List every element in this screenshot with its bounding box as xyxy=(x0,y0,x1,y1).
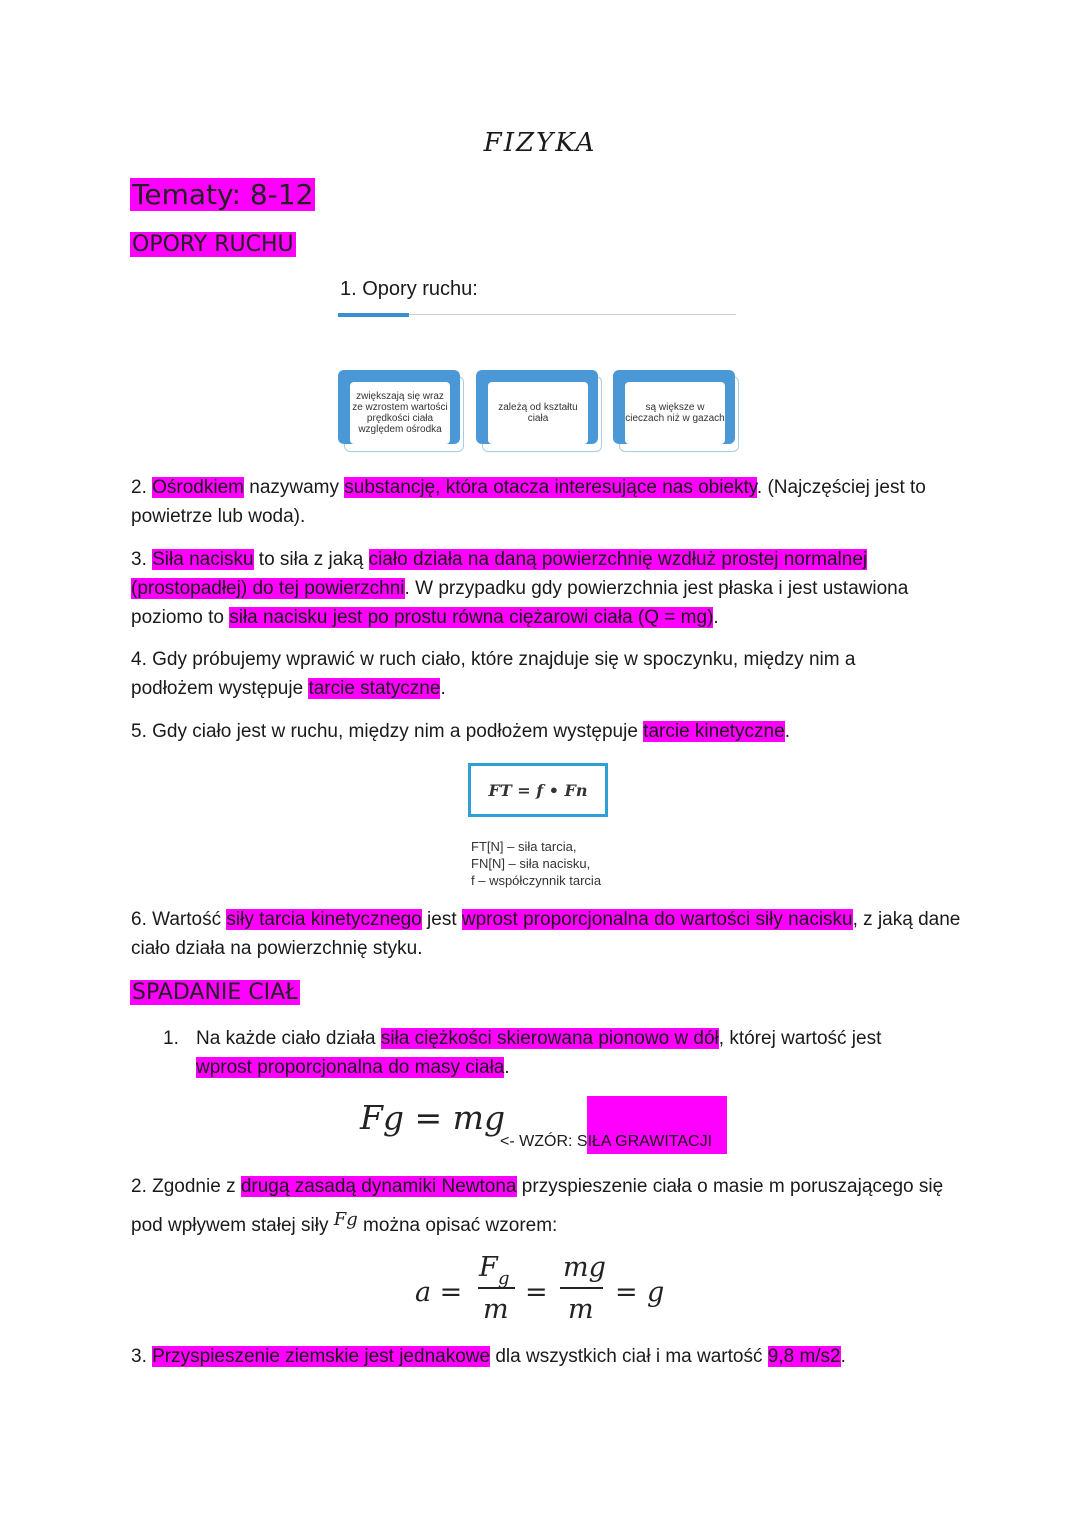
falling-paragraph-1 xyxy=(196,1024,936,1082)
section-heading-text: OPORY RUCHU xyxy=(132,232,294,257)
card-resistance-medium xyxy=(613,370,735,448)
svg-text:=: = xyxy=(615,1277,638,1308)
text: , z jaką dane ciało działa na powierzchnię styku. xyxy=(131,909,961,959)
section-heading-opory xyxy=(130,230,296,260)
text: 3. xyxy=(131,1346,153,1367)
gravity-formula: Fg = mg xyxy=(360,1098,506,1137)
text: SIŁA GRAWITACJI xyxy=(576,1133,713,1150)
text: to siła z jaką xyxy=(253,549,369,570)
highlight: siła ciężkości skierowana pionowo w dół xyxy=(380,1028,719,1049)
card-resistance-speed xyxy=(338,370,460,448)
legend-line: FT[N] – siła tarcia, xyxy=(471,839,577,854)
text: <- WZÓR: xyxy=(500,1133,577,1150)
topics-heading xyxy=(130,177,315,213)
paragraph-2 xyxy=(131,473,961,531)
paragraph-4 xyxy=(131,645,921,703)
highlight: Przyspieszenie ziemskie jest jednakowe xyxy=(152,1346,491,1367)
divider-accent xyxy=(338,313,409,317)
section-heading-text: SPADANIE CIAŁ xyxy=(132,980,298,1005)
friction-legend xyxy=(471,838,601,889)
svg-text:mg: mg xyxy=(563,1252,606,1283)
text: dla wszystkich ciał i ma wartość xyxy=(490,1346,768,1367)
highlight: siły tarcia kinetycznego xyxy=(226,909,422,930)
paragraph-6 xyxy=(131,905,961,963)
text: Na każde ciało działa xyxy=(196,1028,381,1049)
falling-item-number: 1. xyxy=(163,1028,179,1049)
highlight: wprost proporcjonalna do masy ciała xyxy=(196,1057,505,1078)
text: 2. xyxy=(131,477,153,498)
text: można opisać wzorem: xyxy=(357,1215,558,1236)
paragraph-3 xyxy=(131,545,961,632)
text: jest xyxy=(421,909,462,930)
list-title: 1. Opory ruchu: xyxy=(340,278,478,300)
highlight: Ośrodkiem xyxy=(152,477,244,498)
svg-text:g: g xyxy=(647,1277,665,1308)
legend-line: f – współczynnik tarcia xyxy=(471,873,602,888)
legend-line: FN[N] – siła nacisku, xyxy=(471,856,591,871)
text: 4. Gdy próbujemy wprawić w ruch ciało, które znajduje się w spoczynku, między nim a podłożem występuje xyxy=(131,649,856,699)
falling-paragraph-3 xyxy=(131,1342,961,1371)
svg-text:a =: a = xyxy=(415,1277,463,1308)
text: nazywamy xyxy=(243,477,345,498)
highlight: wprost proporcjonalna do wartości siły nacisku xyxy=(461,909,853,930)
acceleration-equation xyxy=(415,1248,675,1328)
svg-text:g: g xyxy=(498,1268,510,1289)
svg-text:F: F xyxy=(479,1252,498,1283)
equation-drawing xyxy=(415,1248,675,1328)
text: 3. xyxy=(131,549,153,570)
highlight: substancję, która otacza interesujące nas obiekty xyxy=(344,477,757,498)
highlight: ciało działa na daną powierzchnię wzdłuż prostej normalnej (prostopadłej) do tej powierzchni xyxy=(131,549,868,599)
text: 6. Wartość xyxy=(131,909,227,930)
card-resistance-shape xyxy=(476,370,598,448)
card-text: zależą od kształtu ciała xyxy=(488,382,588,444)
text: 5. Gdy ciało jest w ruchu, między nim a podłożem występuje xyxy=(131,721,644,742)
highlight: drugą zasadą dynamiki Newtona xyxy=(240,1176,517,1197)
text: . xyxy=(713,607,719,628)
highlight: tarcie kinetyczne xyxy=(643,721,785,742)
card-text: są większe w cieczach niż w gazach xyxy=(625,382,725,444)
text: , której wartość jest xyxy=(718,1028,882,1049)
card-text: zwiększają się wraz ze wzrostem wartości prędkości ciała względem ośrodka xyxy=(350,382,450,444)
highlight: Siła nacisku xyxy=(152,549,254,570)
topics-label: Tematy: 8-12 xyxy=(132,178,314,211)
svg-text:m: m xyxy=(483,1294,509,1325)
highlight: tarcie statyczne xyxy=(308,678,441,699)
page-title: FIZYKA xyxy=(483,128,597,158)
text: . W przypadku gdy powierzchnia jest płaska i jest ustawiona poziomo to xyxy=(131,578,909,628)
text: . xyxy=(504,1057,510,1078)
svg-text:=: = xyxy=(525,1277,548,1308)
highlight: siła nacisku jest po prostu równa ciężarowi ciała (Q = mg) xyxy=(229,607,714,628)
friction-formula: FT = f • Fn xyxy=(468,763,608,817)
text: . (Najczęściej jest to powietrze lub woda). xyxy=(131,477,926,527)
section-heading-spadanie xyxy=(130,978,300,1008)
paragraph-5 xyxy=(131,717,961,746)
formula-note xyxy=(500,1131,712,1153)
text: . xyxy=(784,721,790,742)
text: . xyxy=(440,678,446,699)
text: 2. Zgodnie z xyxy=(131,1176,241,1197)
text: przyspieszenie ciała o masie m poruszającego się pod wpływem stałej siły xyxy=(131,1176,944,1236)
text: . xyxy=(840,1346,846,1367)
highlight: 9,8 m/s2 xyxy=(767,1346,841,1367)
falling-paragraph-2 xyxy=(131,1170,961,1242)
svg-text:m: m xyxy=(568,1294,594,1325)
symbol: Fg xyxy=(333,1209,358,1230)
